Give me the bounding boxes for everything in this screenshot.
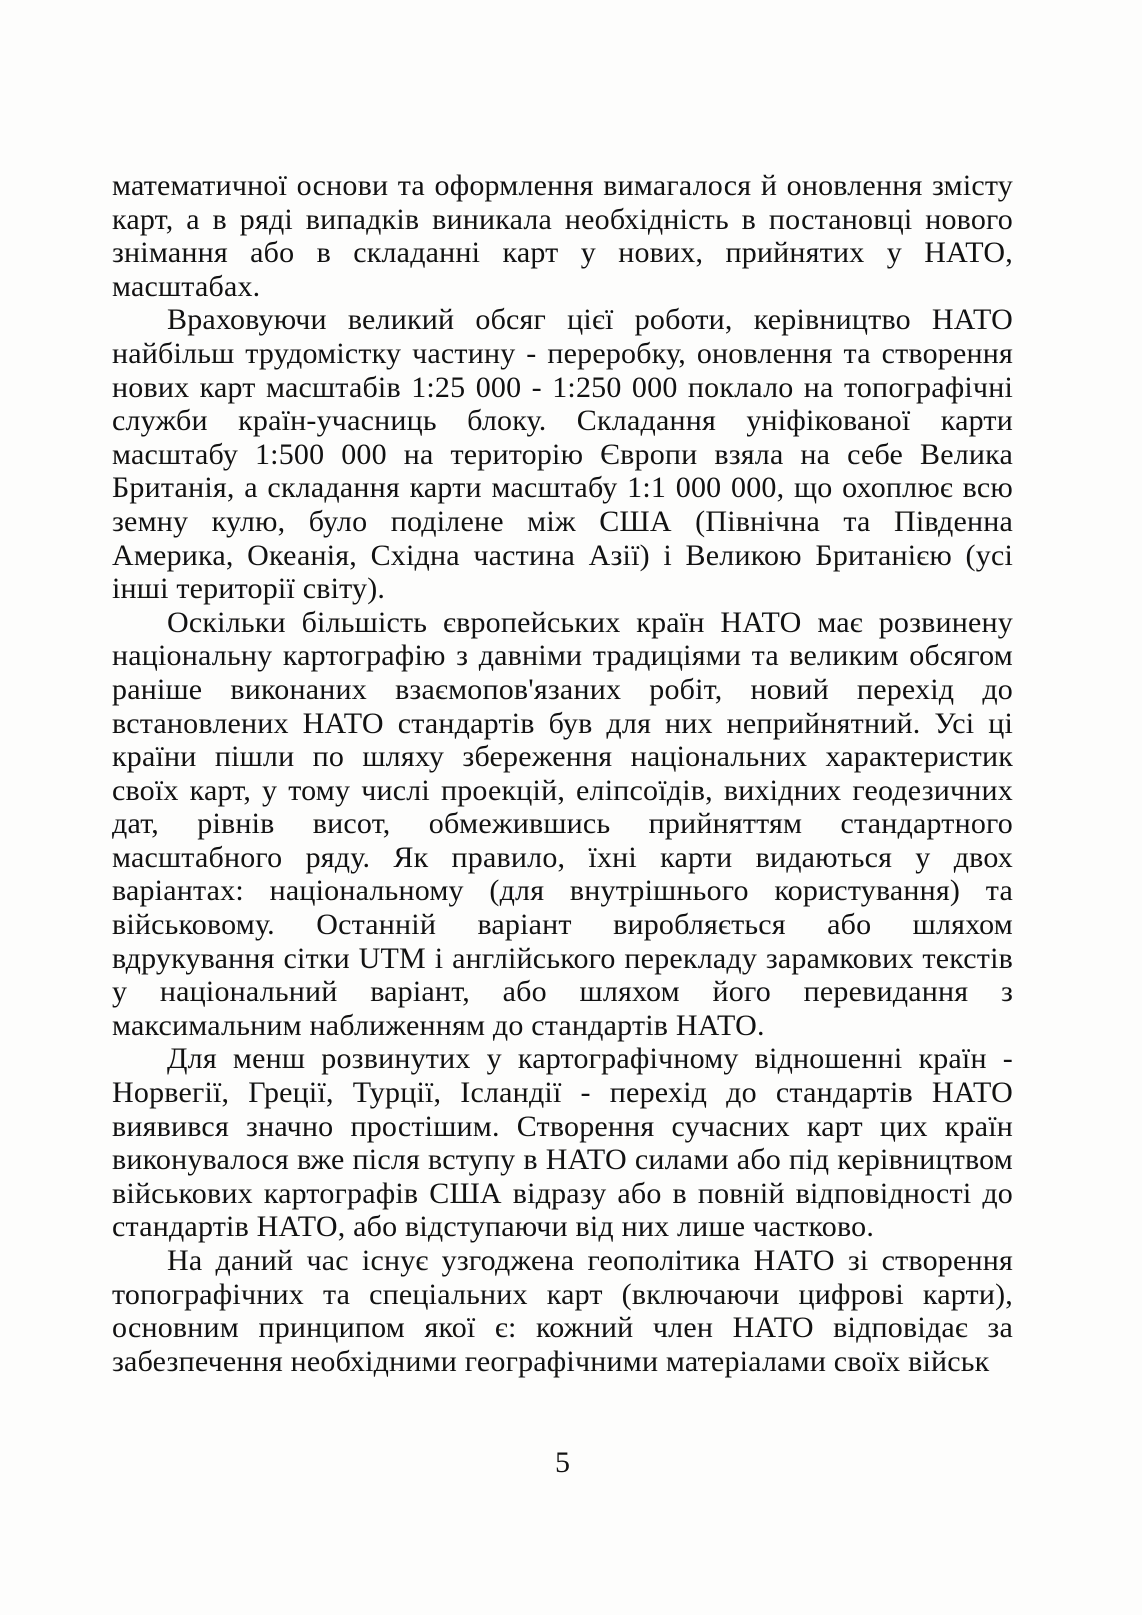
paragraph: На даний час існує узгоджена геополітика НАТО зі створення топографічних та спеціальних карт (включаючи цифрові карти), основним принципом якої є: кожний член НАТО відповідає за забезпечення необхідними географічними матеріалами своїх військ [112, 1244, 1013, 1378]
body-text [112, 169, 1013, 1378]
paragraph-continuation: математичної основи та оформлення вимагалося й оновлення змісту карт, а в ряді випадків виникала необхідність в постановці нового знімання або в складанні карт у нових, прийнятих у НАТО, масштабах. [112, 169, 1013, 303]
page-number: 5 [555, 1446, 570, 1479]
paragraph: Для менш розвинутих у картографічному відношенні країн - Норвегії, Греції, Турції, Ісландії - перехід до стандартів НАТО виявився значно простішим. Створення сучасних карт цих країн виконувалося вже після вступу в НАТО силами або під керівництвом військових картографів США відразу або в повній відповідності до стандартів НАТО, або відступаючи від них лише частково. [112, 1042, 1013, 1244]
paragraph: Оскільки більшість європейських країн НАТО має розвинену національну картографію з давніми традиціями та великим обсягом раніше виконаних взаємопов'язаних робіт, новий перехід до встановлених НАТО стандартів був для них неприйнятний. Усі ці країни пішли по шляху збереження національних характеристик своїх карт, у тому числі проекцій, еліпсоїдів, вихідних геодезичних дат, рівнів висот, обмежившись прийняттям стандартного масштабного ряду. Як правило, їхні карти видаються у двох варіантах: національному (для внутрішнього користування) та військовому. Останній варіант виробляється або шляхом вдрукування сітки UTM і англійського перекладу зарамкових текстів у національний варіант, або шляхом його перевидання з максимальним наближенням до стандартів НАТО. [112, 605, 1013, 1042]
paragraph: Враховуючи великий обсяг цієї роботи, керівництво НАТО найбільш трудомістку частину - переробку, оновлення та створення нових карт масштабів 1:25 000 - 1:250 000 поклало на топографічні служби країн-учасниць блоку. Складання уніфікованої карти масштабу 1:500 000 на територію Європи взяла на себе Велика Британія, а складання карти масштабу 1:1 000 000, що охоплює всю земну кулю, було поділене між США (Північна та Південна Америка, Океанія, Східна частина Азії) і Великою Британією (усі інші території світу). [112, 303, 1013, 606]
